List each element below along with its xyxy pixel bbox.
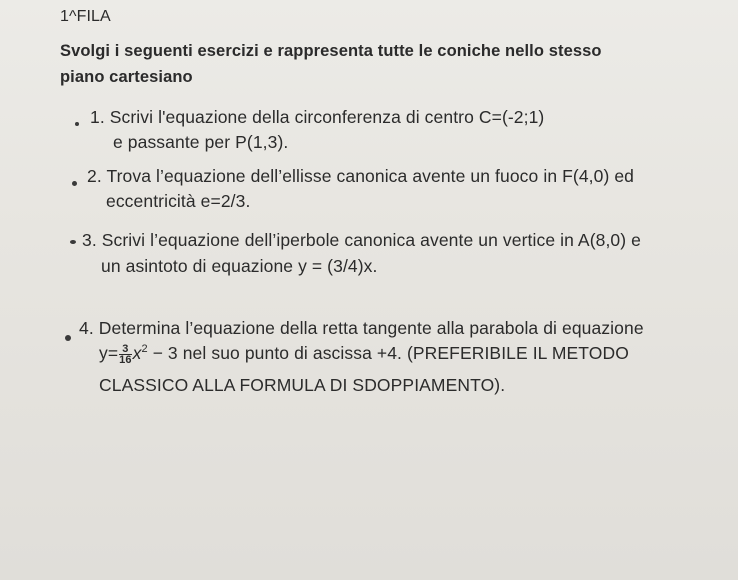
bullet-3 <box>70 240 76 244</box>
fraction-numerator: 3 <box>119 344 131 355</box>
instructions-line-1: Svolgi i seguenti esercizi e rappresenta tutte le coniche nello stesso <box>60 42 602 60</box>
formula-variable: x <box>132 343 142 363</box>
bullet-2 <box>72 181 77 186</box>
formula-prefix: y= <box>99 343 119 363</box>
formula-suffix: − 3 nel suo punto di ascissa +4. (PREFERIBILE IL METODO <box>147 343 629 363</box>
formula-fraction <box>119 344 131 365</box>
exercise-4-line-1: 4. Determina l’equazione della retta tangente alla parabola di equazione <box>79 318 644 338</box>
exercise-4-formula-line <box>99 343 629 365</box>
fraction-denominator: 16 <box>119 353 132 366</box>
bullet-4 <box>65 335 71 341</box>
formula-exponent: 2 <box>141 343 148 356</box>
exercise-2-line-2: eccentricità e=2/3. <box>106 191 251 211</box>
bullet-1 <box>75 122 79 126</box>
exercise-4-line-3: CLASSICO ALLA FORMULA DI SDOPPIAMENTO). <box>99 375 506 395</box>
exercise-1-line-1: 1. Scrivi l'equazione della circonferenza di centro C=(-2;1) <box>90 107 545 127</box>
instructions-line-2: piano cartesiano <box>60 68 193 86</box>
exercise-2-line-1: 2. Trova l’equazione dell’ellisse canonica avente un fuoco in F(4,0) ed <box>87 166 635 186</box>
exercise-3-line-2: un asintoto di equazione y = (3/4)x. <box>101 256 378 276</box>
exercise-3-line-1: 3. Scrivi l’equazione dell’iperbole canonica avente un vertice in A(8,0) e <box>82 230 641 250</box>
row-label: 1^FILA <box>60 8 111 25</box>
exercise-1-line-2: e passante per P(1,3). <box>113 132 289 152</box>
